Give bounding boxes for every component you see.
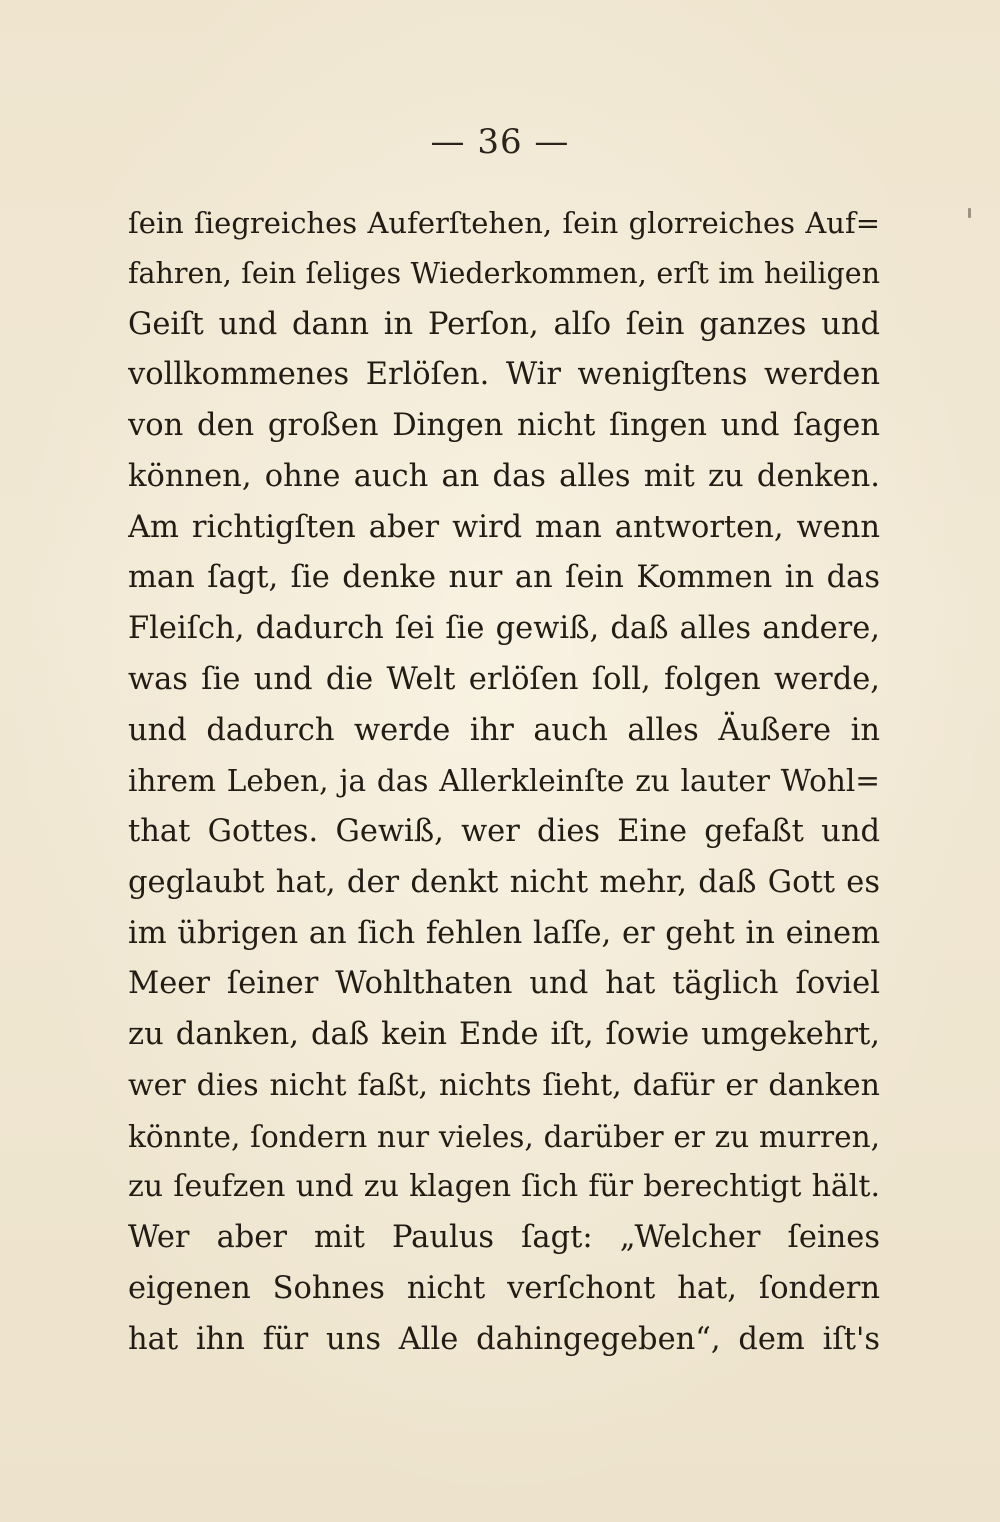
text-line: von den großen Dingen nicht ſingen und ſagen	[128, 408, 880, 443]
text-line: eigenen Sohnes nicht verſchont hat, ſondern	[128, 1270, 880, 1306]
margin-speck	[968, 208, 971, 218]
text-line: was ſie und die Welt erlöſen ſoll, folgen werde,	[128, 661, 880, 697]
text-line: vollkommenes Erlöſen. Wir wenigſtens werden	[128, 357, 880, 393]
text-line: könnte, ſondern nur vieles, darüber er zu murren,	[128, 1119, 880, 1154]
body-text	[128, 198, 880, 1365]
page-number: — 36 —	[430, 122, 570, 162]
text-line: können, ohne auch an das alles mit zu denken.	[128, 458, 880, 494]
text-line: man ſagt, ſie denke nur an ſein Kommen in das	[128, 560, 880, 596]
text-line: hat ihn für uns Alle dahingegeben“, dem iſt's	[128, 1321, 880, 1357]
text-line: Meer ſeiner Wohlthaten und hat täglich ſoviel	[128, 966, 880, 1002]
text-line: Am richtigſten aber wird man antworten, wenn	[128, 509, 880, 545]
text-line: wer dies nicht faßt, nichts ſieht, dafür er danken	[128, 1067, 880, 1103]
text-line: und dadurch werde ihr auch alles Äußere in	[128, 712, 880, 748]
text-line: that Gottes. Gewiß, wer dies Eine gefaßt und	[128, 814, 880, 849]
text-line: Wer aber mit Paulus ſagt: „Welcher ſeines	[128, 1220, 880, 1255]
text-line: Geiſt und dann in Perſon, alſo ſein ganzes und	[128, 306, 880, 342]
text-line: geglaubt hat, der denkt nicht mehr, daß Gott es	[128, 864, 880, 900]
text-line: ſein ſiegreiches Auferſtehen, ſein glorreiches Auf=	[128, 206, 880, 240]
text-line: im übrigen an ſich fehlen laſſe, er geht in einem	[128, 915, 880, 951]
text-line: ihrem Leben, ja das Allerkleinſte zu lauter Wohl=	[128, 764, 880, 799]
text-line: Fleiſch, dadurch ſei ſie gewiß, daß alles andere,	[128, 611, 880, 646]
text-line: fahren, ſein ſeliges Wiederkommen, erſt im heiligen	[128, 256, 880, 290]
text-line: zu danken, daß kein Ende iſt, ſowie umgekehrt,	[128, 1017, 880, 1052]
text-line: zu ſeufzen und zu klagen ſich für berechtigt hält.	[128, 1169, 880, 1205]
